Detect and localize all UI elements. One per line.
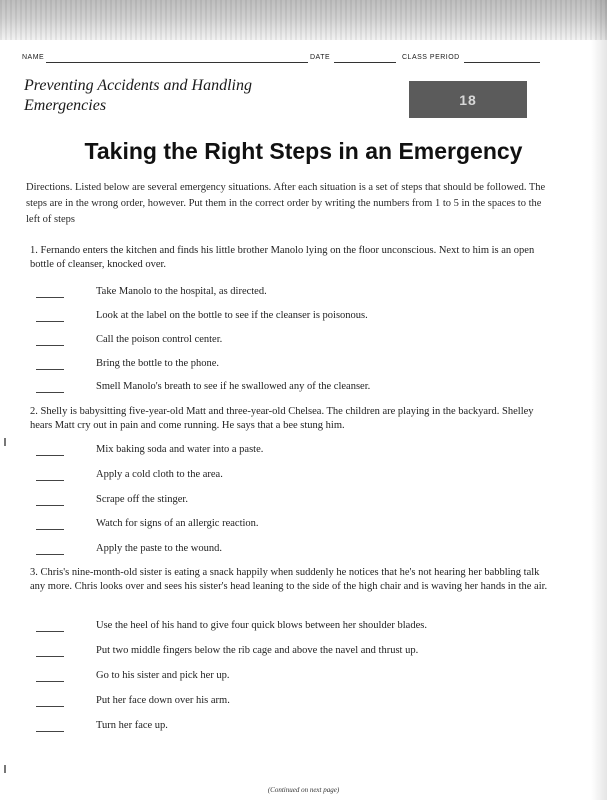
step-text: Look at the label on the bottle to see if the cleanser is poisonous. [96,310,368,321]
answer-blank[interactable] [36,706,64,707]
answer-blank[interactable] [36,631,64,632]
section-title-line-2: Emergencies [24,97,107,114]
step-text: Apply the paste to the wound. [96,543,222,554]
question-1-step-3 [36,334,556,350]
question-2-text: 2. Shelly is babysitting five-year-old Matt and three-year-old Chelsea. The children are playing in the backyard. Shelley hears Matt cry out in pain and come running. He says that a bee stung him. [30,406,534,431]
step-text: Call the poison control center. [96,334,223,345]
question-3-step-4 [36,695,556,711]
question-3-step-5 [36,720,556,736]
answer-blank[interactable] [36,529,64,530]
answer-blank[interactable] [36,554,64,555]
scan-margin-mark [4,765,6,773]
step-text: Use the heel of his hand to give four quick blows between her shoulder blades. [96,620,427,631]
date-label: DATE [310,54,331,61]
continued-note: (Continued on next page) [267,786,340,794]
question-1-step-5 [36,381,556,397]
class-period-label: CLASS PERIOD [402,54,460,61]
step-text: Put two middle fingers below the rib cage and above the navel and thrust up. [96,645,419,656]
question-2-step-2 [36,469,556,485]
step-text: Scrape off the stinger. [96,494,188,505]
class-period-field[interactable] [464,62,540,63]
answer-blank[interactable] [36,656,64,657]
scan-shadow-top [0,0,607,40]
answer-blank[interactable] [36,392,64,393]
step-text: Bring the bottle to the phone. [96,358,220,369]
answer-blank[interactable] [36,345,64,346]
date-field[interactable] [334,62,396,63]
question-1-step-4 [36,358,556,374]
question-3-step-3 [36,670,556,686]
section-title [24,76,364,116]
answer-blank[interactable] [36,681,64,682]
name-field[interactable] [46,62,308,63]
step-text: Put her face down over his arm. [96,695,230,706]
activity-badge: 18 [409,81,527,118]
student-info-row [22,50,582,66]
step-text: Apply a cold cloth to the area. [96,469,223,480]
answer-blank[interactable] [36,297,64,298]
question-3-step-2 [36,645,556,661]
name-label: NAME [22,54,45,61]
answer-blank[interactable] [36,505,64,506]
answer-blank[interactable] [36,480,64,481]
page-title: Taking the Right Steps in an Emergency [84,138,523,164]
question-1-text: 1. Fernando enters the kitchen and finds his little brother Manolo lying on the floor unconscious. Next to him is an open bottle of cleanser, knocked over. [30,245,535,270]
answer-blank[interactable] [36,369,64,370]
scan-shadow-right [591,0,607,800]
question-2-step-5 [36,543,556,559]
step-text: Go to his sister and pick her up. [96,670,230,681]
step-text: Mix baking soda and water into a paste. [96,444,264,455]
question-1-step-2 [36,310,556,326]
step-text: Watch for signs of an allergic reaction. [96,518,259,529]
directions-text: Directions. Listed below are several emergency situations. After each situation is a set of steps that should be followed. The steps are in the wrong order, however. Put them in the correct order by writing the numbers from 1 to 5 in the spaces to the left of steps [26,182,546,225]
step-text: Turn her face up. [96,720,168,731]
answer-blank[interactable] [36,731,64,732]
question-3-step-1 [36,620,556,636]
step-text: Smell Manolo's breath to see if he swallowed any of the cleanser. [96,381,371,392]
question-2-step-1 [36,444,556,460]
question-3-text: 3. Chris's nine-month-old sister is eating a snack happily when suddenly he notices that he's not hearing her babbling talk any more. Chris looks over and sees his sister's head leaning to the side of the high chair and is waving her hands in the air. [30,567,548,592]
question-2-step-3 [36,494,556,510]
answer-blank[interactable] [36,455,64,456]
scan-margin-mark [4,438,6,446]
section-title-line-1: Preventing Accidents and Handling [24,77,252,94]
question-1-step-1 [36,286,556,302]
question-2-step-4 [36,518,556,534]
answer-blank[interactable] [36,321,64,322]
step-text: Take Manolo to the hospital, as directed. [96,286,267,297]
